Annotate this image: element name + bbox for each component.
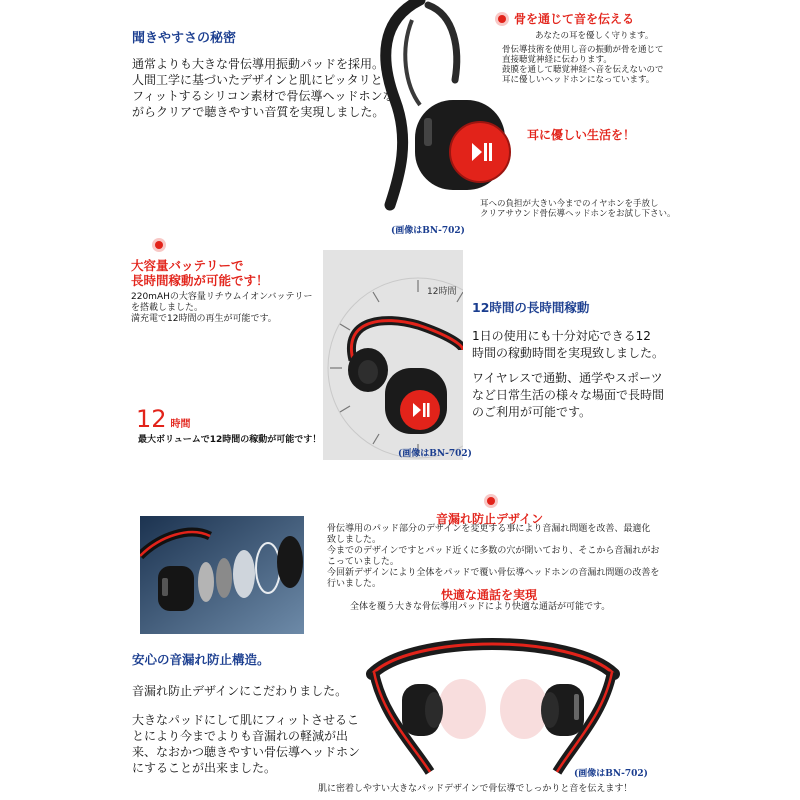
section4-heading: 安心の音漏れ防止構造。 — [132, 652, 270, 667]
section4-p1: 音漏れ防止デザインにこだわりました。 — [132, 684, 348, 698]
red-dot-icon — [498, 15, 506, 23]
exploded-pad-image — [140, 516, 304, 634]
bone-body: 骨伝導技術を使用し音の振動が骨を通じて 直接聴覚神経に伝わります。 鼓膜を通して聴覚神経へ音を伝えないので 耳に優しいヘッドホンになっています。 — [502, 45, 664, 85]
long-operation-p2: ワイヤレスで通勤、通学やスポーツ など日常生活の様々な場面で長時間 のご利用が可能です。 — [472, 371, 665, 419]
battery-hours-big — [136, 405, 191, 433]
ear-heading: 耳に優しい生活を！ — [527, 128, 636, 142]
long-operation-p1: 1日の使用にも十分対応できる12 時間の稼動時間を実現致しました。 — [472, 329, 665, 360]
leak-body: 骨伝導用のパッド部分のデザインを変更する事により音漏れ問題を改善、最適化 致しました。 今までのデザインですとパッド近くに多数の穴が開いており、そこから音漏れがお こっていました。 今回新デザインにより全体をパッドで覆い骨伝導ヘッドホンの音漏れ問題の改善を 行いました。 — [327, 524, 660, 589]
red-dot-icon — [155, 241, 163, 249]
battery-hours-number: 12 — [136, 405, 167, 433]
image-caption-2: (画像はBN-702) — [398, 449, 472, 459]
dial-hours-label: 12時間 — [427, 287, 457, 297]
battery-heading-line2: 長時間稼動が可能です！ — [131, 273, 269, 288]
headphone-front-image — [352, 624, 632, 776]
call-heading: 快適な通話を実現 — [441, 588, 538, 602]
max-volume-text: 最大ボリュームで12時間の稼動が可能です！ — [138, 435, 322, 445]
section1-body: 通常よりも大きな骨伝導用振動パッドを採用。 人間工学に基づいたデザインと肌にピッタリと フィットするシリコン素材で骨伝導ヘッドホンな がらクリアで聴きやすい音質を実現しました。 — [132, 57, 395, 119]
bone-heading: 骨を通じて音を伝える — [514, 12, 635, 26]
call-body: 全体を覆う大きな骨伝導用パッドにより快適な通話が可能です。 — [350, 602, 611, 612]
leak-heading: 音漏れ防止デザイン — [436, 512, 544, 526]
red-dot-icon — [487, 497, 495, 505]
battery-heading-line1: 大容量バッテリーで — [131, 258, 244, 273]
ear-body: 耳への負担が大きい今までのイヤホンを手放し クリアサウンド骨伝導ヘッドホンをお試し下さい。 — [480, 199, 676, 219]
headphone-dial-image — [323, 250, 463, 460]
section1-heading: 聞きやすさの秘密 — [132, 31, 237, 46]
battery-body: 220mAHの大容量リチウムイオンバッテリー を搭載しました。 満充電で12時間の再生が可能です。 — [131, 292, 313, 324]
bone-subtext: あなたの耳を優しく守ります。 — [535, 31, 654, 41]
long-operation-heading: 12時間の長時間稼動 — [472, 300, 590, 315]
footer-text: 肌に密着しやすい大きなパッドデザインで骨伝導でしっかりと音を伝えます！ — [318, 784, 633, 794]
image-caption-1: (画像はBN-702) — [391, 226, 465, 236]
headphone-side-image — [360, 0, 530, 215]
image-caption-3: (画像はBN-702) — [574, 769, 648, 779]
battery-hours-unit: 時間 — [170, 419, 191, 430]
section4-p2: 大きなパッドにして肌にフィットさせるこ とにより今までよりも音漏れの軽減が出 来、なおかつ聴きやすい骨伝導ヘッドホン にすることが出来ました。 — [132, 713, 361, 775]
bone-heading-row — [498, 10, 634, 27]
